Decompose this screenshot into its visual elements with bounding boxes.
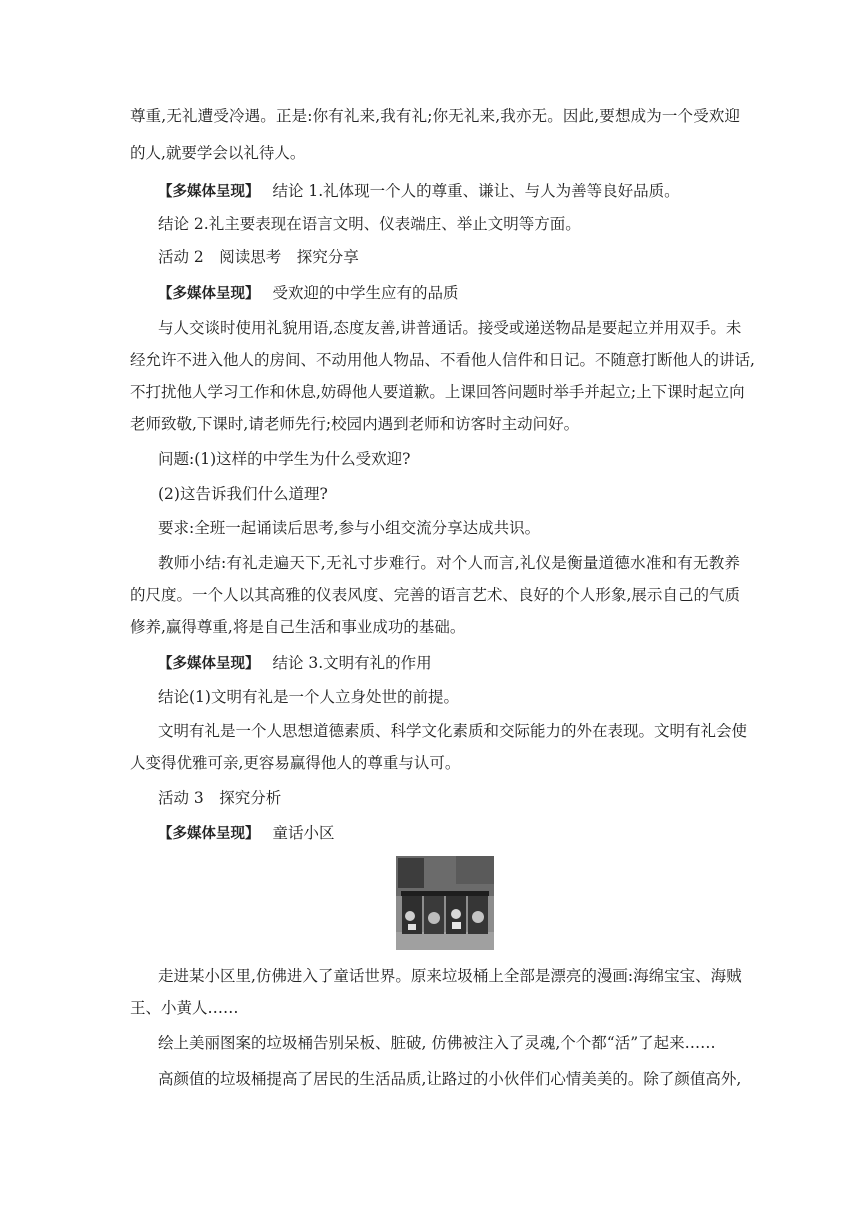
paragraph-line: 人变得优雅可亲,更容易赢得他人的尊重与认可。 — [130, 754, 461, 772]
conclusion-text: 结论 3.文明有礼的作用 — [272, 654, 432, 672]
paragraph-line: 绘上美丽图案的垃圾桶告别呆板、脏破, 仿佛被注入了灵魂,个个都“活”了起来…… — [158, 1034, 716, 1052]
paragraph-line: 教师小结:有礼走遍天下,无礼寸步难行。对个人而言,礼仪是衡量道德水准和有无教养 — [158, 554, 740, 572]
activity-heading: 活动 3 探究分析 — [158, 789, 282, 807]
question-text: (2)这告诉我们什么道理? — [158, 485, 328, 503]
multimedia-label: 【多媒体呈现】 — [158, 286, 260, 302]
activity-heading: 活动 2 阅读思考 探究分享 — [158, 248, 359, 266]
paragraph-line: 文明有礼是一个人思想道德素质、科学文化素质和交际能力的外在表现。文明有礼会使 — [158, 722, 748, 740]
paragraph-line: 修养,赢得尊重,将是自己生活和事业成功的基础。 — [130, 618, 466, 636]
multimedia-label: 【多媒体呈现】 — [158, 184, 260, 200]
requirement-text: 要求:全班一起诵读后思考,参与小组交流分享达成共识。 — [158, 519, 541, 537]
conclusion-text: 结论 2.礼主要表现在语言文明、仪表端庄、举止文明等方面。 — [158, 215, 581, 233]
multimedia-heading — [158, 823, 334, 844]
paragraph-line: 的尺度。一个人以其高雅的仪表风度、完善的语言艺术、良好的个人形象,展示自己的气质 — [130, 586, 740, 604]
paragraph-line: 尊重,无礼遭受冷遇。正是:你有礼来,我有礼;你无礼来,我亦无。因此,要想成为一个受欢迎 — [130, 107, 740, 125]
paragraph-line: 的人,就要学会以礼待人。 — [130, 144, 306, 162]
trash-bins-image — [396, 856, 494, 950]
multimedia-topic: 受欢迎的中学生应有的品质 — [272, 284, 459, 302]
multimedia-topic: 童话小区 — [272, 824, 335, 842]
trash-bins-photo — [396, 856, 494, 950]
paragraph-line: 高颜值的垃圾桶提高了居民的生活品质,让路过的小伙伴们心情美美的。除了颜值高外, — [158, 1070, 742, 1088]
multimedia-label: 【多媒体呈现】 — [158, 826, 260, 842]
multimedia-label: 【多媒体呈现】 — [158, 656, 260, 672]
paragraph-line: 与人交谈时使用礼貌用语,态度友善,讲普通话。接受或递送物品是要起立并用双手。未 — [158, 319, 742, 337]
conclusion-text: 结论(1)文明有礼是一个人立身处世的前提。 — [158, 688, 459, 706]
paragraph-line: 走进某小区里,仿佛进入了童话世界。原来垃圾桶上全部是漂亮的漫画:海绵宝宝、海贼 — [158, 967, 742, 985]
conclusion-text: 结论 1.礼体现一个人的尊重、谦让、与人为善等良好品质。 — [272, 182, 680, 200]
paragraph-line: 经允许不进入他人的房间、不动用他人物品、不看他人信件和日记。不随意打断他人的讲话, — [130, 351, 755, 369]
paragraph-line: 王、小黄人…… — [130, 999, 239, 1017]
paragraph-line: 不打扰他人学习工作和休息,妨碍他人要道歉。上课回答问题时举手并起立;上下课时起立向 — [130, 383, 745, 401]
multimedia-heading — [158, 283, 458, 304]
paragraph-line: 老师致敬,下课时,请老师先行;校园内遇到老师和访客时主动问好。 — [130, 415, 580, 433]
multimedia-heading — [158, 653, 432, 674]
question-text: 问题:(1)这样的中学生为什么受欢迎? — [158, 450, 411, 468]
multimedia-heading — [158, 181, 680, 202]
